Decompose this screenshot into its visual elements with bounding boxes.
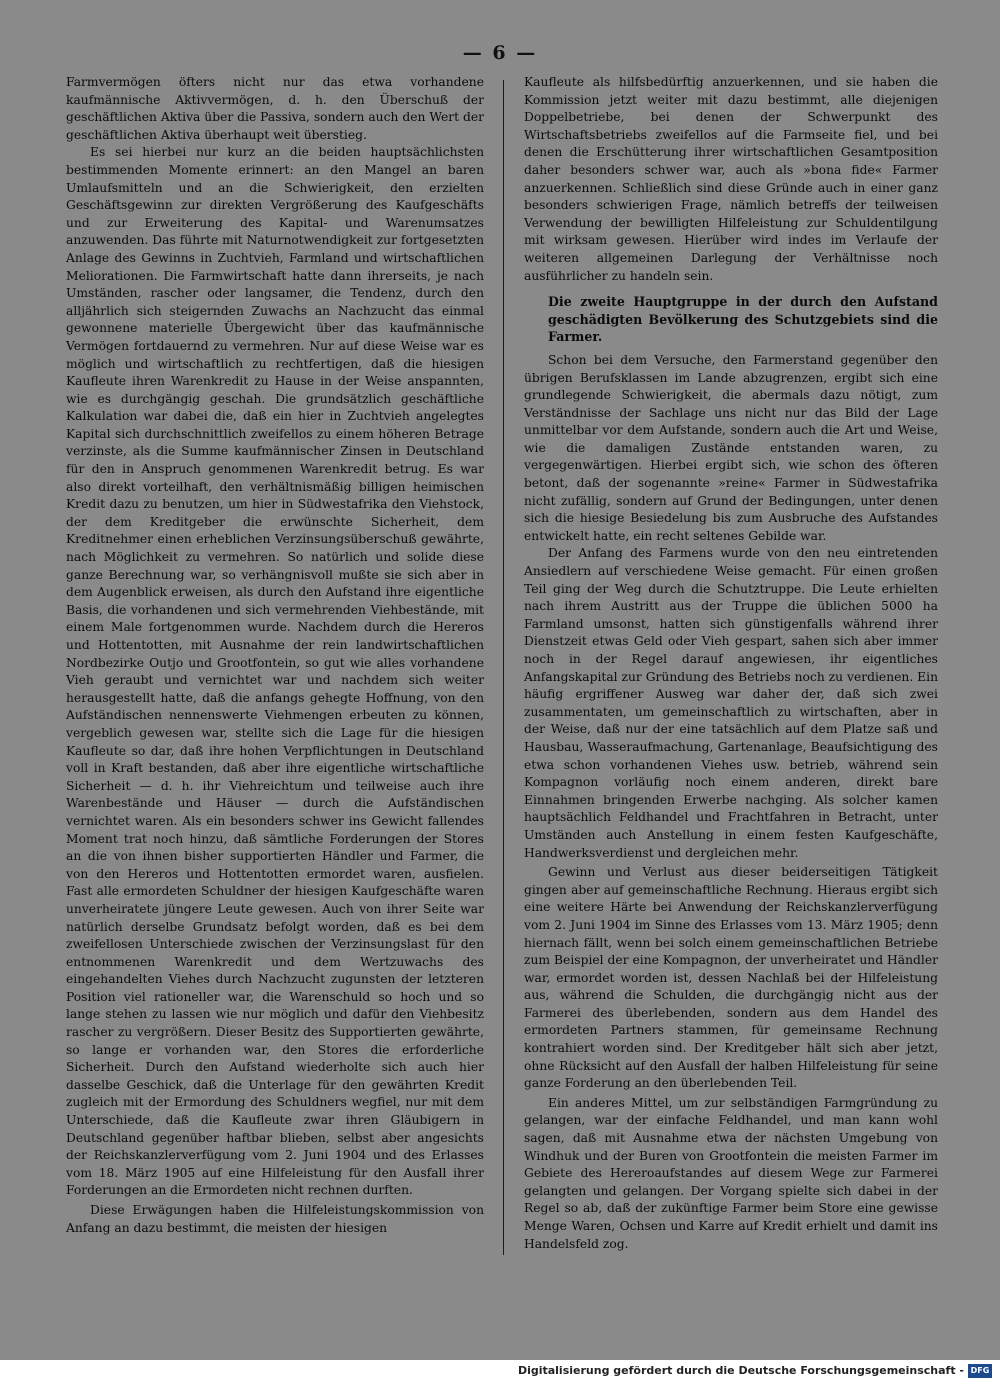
paragraph: Schon bei dem Versuche, den Farmerstand gegenüber den übrigen Berufsklassen im Lande abzugrenzen, ergibt sich eine grundlegende Schwierigkeit, die abermals dazu nötigt, zum Verständnisse der Sachlage uns nicht nur das Bild der Lage unmittelbar vor dem Aufstande, sondern auch die Art und Weise, wie die damaligen Zustände entstanden waren, zu vergegenwärtigen. Hierbei ergibt sich, wie schon des öfteren betont, daß der sogenannte »reine« Farmer in Südwestafrika nicht zufällig, sondern auf Grund der Bedingungen, unter denen sich die hiesige Besiedelung bis zum Ausbruche des Aufstandes entwickelt hatte, ein recht seltenes Gebilde war. bbox=[524, 352, 938, 543]
footer-bar bbox=[0, 1360, 1000, 1383]
paragraph: Kaufleute als hilfsbedürftig anzuerkennen, und sie haben die Kommission jetzt weiter mit dazu bestimmt, alle diejenigen Doppelbetriebe, bei denen der Schwerpunkt des Wirtschaftsbetriebs zweifellos auf die Farmseite fiel, und bei denen die Erschütterung ihrer wirtschaftlichen Gesamtposition daher besonders schwer war, auch als »bona fide« Farmer anzuerkennen. Schließlich sind diese Gründe auch in einer ganz besonders schwierigen Frage, nämlich betreffs der teilweisen Verwendung der bewilligten Hilfeleistung zur Schuldentilgung mit wirksam gewesen. Hierüber wird indes im Verlaufe der weiteren allgemeinen Darlegung der Verhältnisse noch ausführlicher zu handeln sein. bbox=[524, 75, 938, 283]
paragraph: Farmvermögen öfters nicht nur das etwa vorhandene kaufmännische Aktivvermögen, d. h. den Überschuß der geschäftlichen Aktiva über die Passiva, sondern auch den Wert der geschäftlichen Aktiva überhaupt weit überstieg. bbox=[66, 75, 484, 142]
paragraph: Der Anfang des Farmens wurde von den neu eintretenden Ansiedlern auf verschiedene Weise gemacht. Für einen großen Teil ging der Weg durch die Schutztruppe. Die Leute erhielten nach ihrem Austritt aus der Truppe die üblichen 5000 ha Farmland umsonst, hatten sich günstigenfalls während ihrer Dienstzeit etwas Geld oder Vieh gespart, sahen sich aber immer noch in der Regel darauf angewiesen, ihr eigentliches Anfangskapital zur Gründung des Betriebs noch zu verdienen. Ein häufig ergriffener Ausweg war daher der, daß sich zwei zusammentaten, um gemeinschaftlich zu wirtschaften, aber in der Weise, daß nur der eine tatsächlich auf dem Platze saß und Hausbau, Wasseraufmachung, Gartenanlage, Beaufsichtigung des etwa schon vorhandenen Viehes usw. betrieb, während sein Kompagnon vorläufig noch einem anderen, direkt bare Einnahmen bringenden Erwerbe nachging. Als solcher kamen hauptsächlich Feldhandel und Frachtfahren in Betracht, unter Umständen auch Anstellung in einem festen Kaufgeschäfte, Handwerksverdienst und dergleichen mehr. bbox=[524, 546, 938, 860]
right-column bbox=[524, 74, 938, 1253]
funding-credit: Digitalisierung gefördert durch die Deutsche Forschungsgemeinschaft - bbox=[517, 1364, 964, 1377]
paragraph: Es sei hierbei nur kurz an die beiden hauptsächlichsten bestimmenden Momente erinnert: an den Mangel an baren Umlaufsmitteln und an die Schwierigkeit, den erzielten Geschäftsgewinn zur direkten Vergrößerung des Kaufgeschäfts und zur Erweiterung des Kapital- und Warenumsatzes anzuwenden. Das führte mit Naturnotwendigkeit zur fortgesetzten Anlage des Gewinns in Zuchtvieh, Farmland und wirtschaftlichen Meliorationen. Die Farmwirtschaft hatte dann ihrerseits, je nach Umständen, rascher oder langsamer, die Tendenz, durch den alljährlich sich steigernden Zuwachs an Nachzucht das einmal gewonnene materielle Übergewicht über das kaufmännische Vermögen fortdauernd zu vermehren. Nur auf diese Weise war es möglich und wirtschaftlich zu rechtfertigen, daß die hiesigen Kaufleute ihren Warenkredit zu Hause in der Weise anspannten, wie es durchgängig geschah. Die grundsätzlich geschäftliche Kalkulation war dabei die, daß ein hier in Zuchtvieh angelegtes Kapital sich durchschnittlich zweifellos zu einem höheren Betrage verzinste, als die Summe kaufmännischer Zinsen in Deutschland für den in Anspruch genommenen Warenkredit betrug. Es war also direkt vorteilhaft, den verhältnismäßig billigen heimischen Kredit dazu zu benutzen, um hier in Südwestafrika den Viehstock, der dem Kreditgeber die erwünschte Sicherheit, dem Kreditnehmer einen erheblichen Verzinsungsüberschuß gewährte, nach Möglichkeit zu vermehren. So natürlich und solide diese ganze Berechnung war, so verhängnisvoll mußte sie sich aber in dem Augenblick erweisen, als durch den Aufstand ihre eigentliche Basis, die vorhandenen und sich vermehrenden Viehbestände, mit einem Male fortgenommen wurde. Nachdem durch die Hereros und Hottentotten, mit Ausnahme der rein landwirtschaftlichen Nordbezirke Outjo und Grootfontein, so gut wie alles vorhandene Vieh geraubt und vernichtet war und nachdem sich weiter herausgestellt hatte, daß die anfangs gehegte Hoffnung, von den Aufständischen nennenswerte Viehmengen erbeuten zu können, vergeblich gewesen war, stellte sich die Lage für die hiesigen Kaufleute so dar, daß ihre hohen Verpflichtungen in Deutschland voll in Kraft bestanden, daß aber ihre eigentliche wirtschaftliche Sicherheit — d. h. ihr Viehreichtum und teilweise auch ihre Warenbestände und Häuser — durch die Aufständischen vernichtet waren. Als ein besonders schwer ins Gewicht fallendes Moment trat noch hinzu, daß sämtliche Forderungen der Stores an die von ihnen bisher supportierten Händler und Farmer, die von den Hereros und Hottentotten ermordet waren, ausfielen. Fast alle ermordeten Schuldner der hiesigen Kaufgeschäfte waren unverheiratete jüngere Leute gewesen. Auch von ihrer Seite war natürlich derselbe Grundsatz befolgt worden, daß es bei dem zweifellosen Unterschiede zwischen der Verzinsungslast für den entnommenen Warenkredit und dem Wertzuwachs des eingehandelten Viehes durch Nachzucht zugunsten der letzteren Position viel rationeller war, die Warenschuld so hoch und so lange stehen zu lassen wie nur möglich und dafür den Viehbesitz rascher zu vergrößern. Dieser Besitz des Supportierten gewährte, so lange er vorhanden war, den Stores die erforderliche Sicherheit. Durch den Aufstand wiederholte sich auch hier dasselbe Geschick, daß die Unterlage für den gewährten Kredit zugleich mit der Ermordung des Schuldners wegfiel, nur mit dem Unterschiede, daß die Kaufleute zwar ihren Gläubigern in Deutschland gegenüber haftbar blieben, selbst aber angesichts der Reichskanzlerverfügung vom 2. Juni 1904 und des Erlasses vom 18. März 1905 auf eine Hilfeleistung für den Ausfall ihrer Forderungen an die Ermordeten nicht rechnen durften. bbox=[66, 145, 484, 1198]
dfg-logo: DFG bbox=[968, 1364, 992, 1378]
paragraph: Gewinn und Verlust aus dieser beiderseitigen Tätigkeit gingen aber auf gemeinschaftliche Rechnung. Hieraus ergibt sich eine weitere Härte bei Anwendung der Reichskanzlerverfügung vom 2. Juni 1904 im Sinne des Erlasses vom 13. März 1905; denn hiernach fällt, wenn bei solch einem gemeinschaftlichen Betriebe zum Beispiel der eine Kompagnon, der unverheiratet und Händler war, ermordet worden ist, dessen Nachlaß bei der Hilfeleistung aus, während die Schulden, die durchgängig nicht aus der Farmerei des überlebenden, sondern aus dem Handel des ermordeten Partners stammen, für gemeinsame Rechnung kontrahiert worden sind. Der Kreditgeber hält sich aber jetzt, ohne Rücksicht auf den Ausfall der halben Hilfeleistung für seine ganze Forderung an den überlebenden Teil. bbox=[524, 865, 938, 1091]
page-number: — 6 — bbox=[462, 42, 538, 64]
section-heading: Die zweite Hauptgruppe in der durch den Aufstand geschädigten Bevölkerung des Schutzgebiets sind die Farmer. bbox=[548, 294, 938, 345]
paragraph: Diese Erwägungen haben die Hilfeleistungskommission von Anfang an dazu bestimmt, die meisten der hiesigen bbox=[66, 1203, 484, 1235]
paragraph: Ein anderes Mittel, um zur selbständigen Farmgründung zu gelangen, war der einfache Feldhandel, und man kann wohl sagen, daß mit Ausnahme etwa der nächsten Umgebung von Windhuk und der Buren von Grootfontein die meisten Farmer im Gebiete des Hereroaufstandes auf diesem Wege zur Farmerei gelangten und gelangen. Der Vorgang spielte sich dabei in der Regel so ab, daß der zukünftige Farmer beim Store eine gewisse Menge Waren, Ochsen und Karre auf Kredit erhielt und damit ins Handelsfeld zog. bbox=[524, 1095, 938, 1251]
left-column bbox=[66, 74, 484, 1237]
column-divider bbox=[503, 80, 504, 1255]
